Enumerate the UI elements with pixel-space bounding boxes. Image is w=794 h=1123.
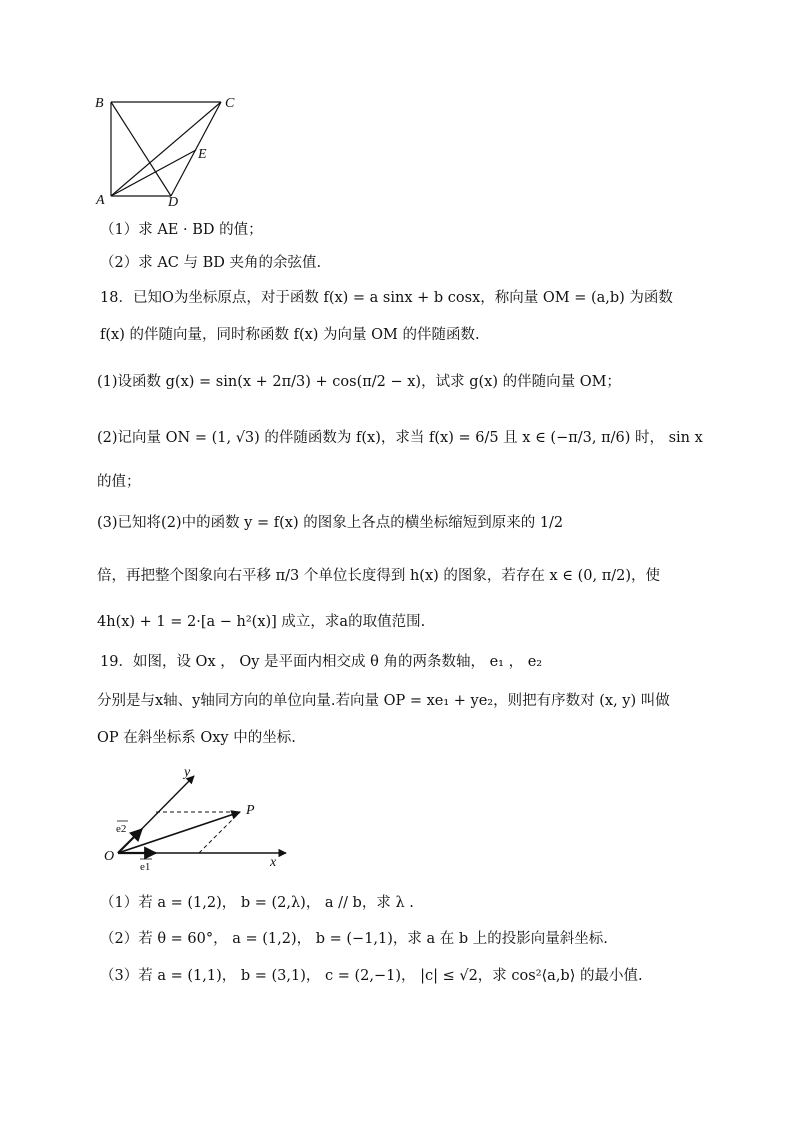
- q18-part3: (3)已知将(2)中的函数 y = f(x) 的图象上各点的横坐标缩短到原来的 1/2: [97, 515, 564, 531]
- op-vector: [118, 812, 240, 853]
- quadrilateral-figure: [90, 90, 250, 210]
- oblique-axes-figure: [98, 762, 298, 874]
- q18-part2-cont: 的值；: [97, 474, 141, 490]
- q17-part2: （2）求 AC 与 BD 夹角的余弦值.: [100, 255, 322, 271]
- q19-part1: （1）若 a = (1,2)， b = (2,λ)， a // b，求 λ .: [100, 895, 414, 911]
- label-B: B: [95, 96, 104, 111]
- q18-part1: (1)设函数 g(x) = sin(x + 2π/3) + cos(π/2 − x)，试求 g(x) 的伴随向量 OM；: [97, 374, 621, 390]
- segment-CD: [171, 102, 221, 196]
- q18-intro-line1: 18．已知O为坐标原点，对于函数 f(x) = a sinx + b cosx，称向量 OM = (a,b) 为函数: [100, 290, 673, 306]
- label-e2: e2: [116, 823, 127, 835]
- q18-intro-line2: f(x) 的伴随向量，同时称函数 f(x) 为向量 OM 的伴随函数.: [100, 327, 480, 343]
- label-A: A: [96, 193, 105, 208]
- label-x: x: [270, 855, 277, 870]
- segment-BD: [111, 102, 171, 196]
- q18-part3-cont: 倍，再把整个图象向右平移 π/3 个单位长度得到 h(x) 的图象，若存在 x ∈ (0, π/2)，使: [97, 568, 661, 584]
- q19-intro-line3: OP 在斜坐标系 Oxy 中的坐标.: [97, 730, 296, 746]
- q18-part2: (2)记向量 ON = (1, √3) 的伴随函数为 f(x)，求当 f(x) = 6/5 且 x ∈ (−π/3, π/6) 时， sin x: [97, 430, 703, 446]
- q18-part3-cont2: 4h(x) + 1 = 2·[a − h²(x)] 成立，求a的取值范围.: [97, 614, 426, 630]
- q17-part1: （1）求 AE · BD 的值；: [100, 222, 263, 238]
- label-y: y: [184, 765, 191, 780]
- q19-part2: （2）若 θ = 60°， a = (1,2)， b = (−1,1)，求 a 在 b 上的投影向量斜坐标.: [100, 931, 608, 947]
- label-e1: e1: [140, 861, 151, 873]
- q19-part3: （3）若 a = (1,1)， b = (3,1)， c = (2,−1)， |c| ≤ √2，求 cos²⟨a,b⟩ 的最小值.: [100, 968, 643, 984]
- label-P: P: [246, 803, 255, 818]
- q19-intro-line1: 19．如图，设 Ox ， Oy 是平面内相交成 θ 角的两条数轴， e₁ ， e₂: [100, 654, 543, 670]
- label-O: O: [104, 849, 115, 864]
- label-E: E: [198, 147, 207, 162]
- q19-intro-line2: 分别是与x轴、y轴同方向的单位向量.若向量 OP = xe₁ + ye₂，则把有序数对 (x, y) 叫做: [97, 693, 670, 709]
- label-C: C: [225, 96, 235, 111]
- label-D: D: [168, 195, 179, 210]
